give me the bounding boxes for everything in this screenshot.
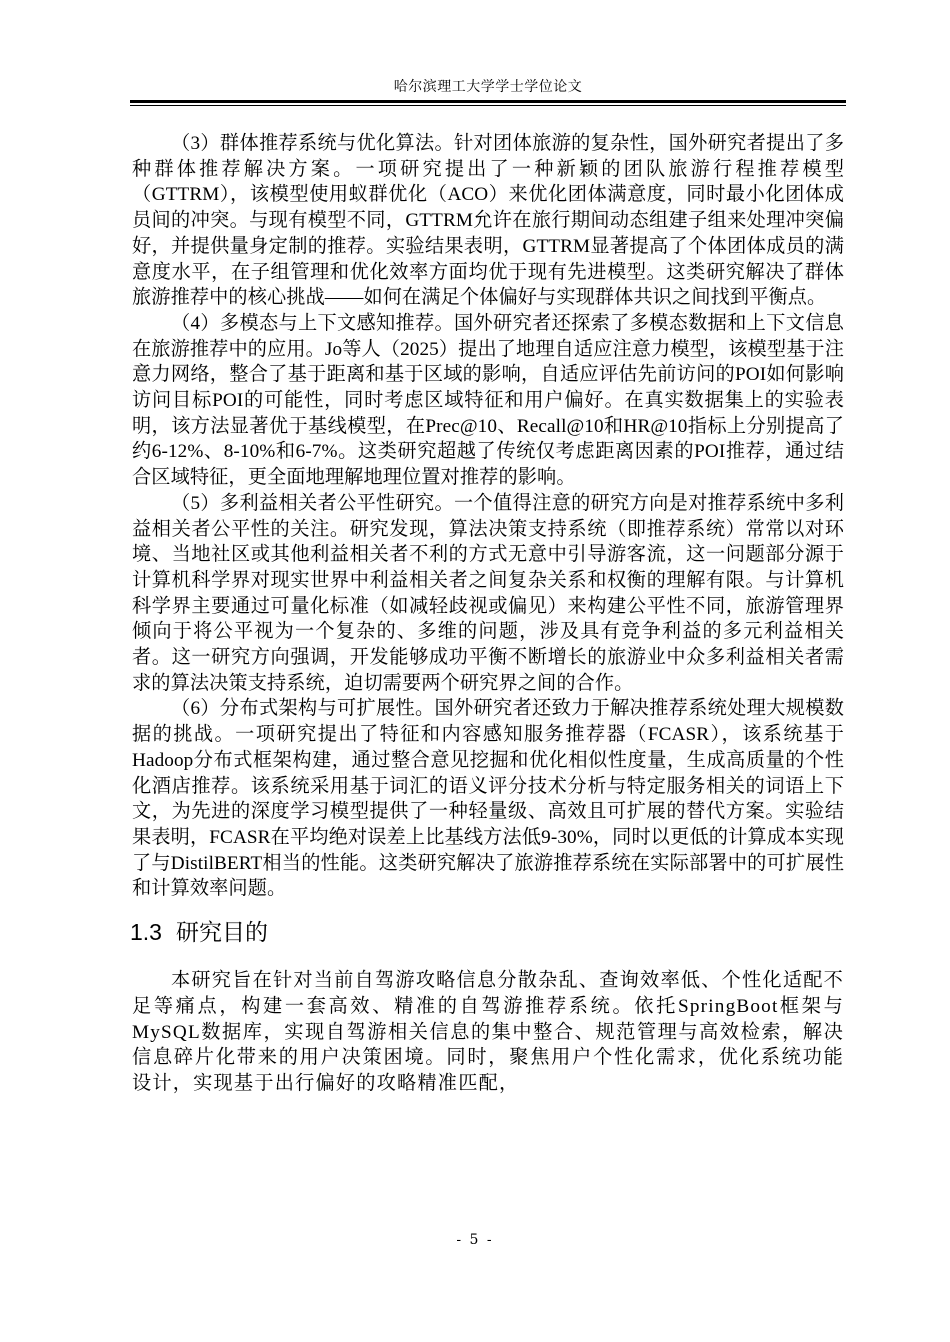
paragraph-multimodal-recommendation: （4）多模态与上下文感知推荐。国外研究者还探索了多模态数据和上下文信息在旅游推荐中的应用。Jo等人（2025）提出了地理自适应注意力模型，该模型基于注意力网络，整合了基于距离和基于区域的影响，自适应评估先前访问的POI如何影响访问目标POI的可能性，同时考虑区域特征和用户偏好。在真实数据集上的实验表明，该方法显著优于基线模型，在Prec@10、Recall@10和HR@10指标上分别提高了约6-12%、8-10%和6-7%。这类研究超越了传统仅考虑距离因素的POI推荐，通过结合区域特征，更全面地理解地理位置对推荐的影响。 (132, 312, 844, 489)
paragraph-stakeholder-fairness: （5）多利益相关者公平性研究。一个值得注意的研究方向是对推荐系统中多利益相关者公平性的关注。研究发现，算法决策支持系统（即推荐系统）常常以对环境、当地社区或其他利益相关者不利的方式无意中引导游客流，这一问题部分源于计算机科学界对现实世界中利益相关者之间复杂关系和权衡的理解有限。与计算机科学界主要通过可量化标准（如减轻歧视或偏见）来构建公平性不同，旅游管理界倾向于将公平视为一个复杂的、多维的问题，涉及具有竞争利益的多元利益相关者。这一研究方向强调，开发能够成功平衡不断增长的旅游业中众多利益相关者需求的算法决策支持系统，迫切需要两个研究界之间的合作。 (132, 492, 844, 694)
page-number: - 5 - (456, 1232, 494, 1248)
section-title: 研究目的 (175, 919, 268, 946)
section-heading (130, 912, 844, 952)
running-header: 哈尔滨理工大学学士学位论文 (393, 79, 583, 95)
header-rule-thick (130, 100, 846, 103)
section-spacing (132, 952, 844, 968)
header-rule-thin (130, 105, 846, 106)
section-number: 1.3 (130, 919, 162, 946)
page-body (132, 131, 844, 1097)
paragraph-distributed-architecture: （6）分布式架构与可扩展性。国外研究者还致力于解决推荐系统处理大规模数据的挑战。一项研究提出了特征和内容感知服务推荐器（FCASR），该系统基于Hadoop分布式框架构建，通过整合意见挖掘和优化相似性度量，生成高质量的个性化酒店推荐。该系统采用基于词汇的语义评分技术分析与特定服务相关的词语上下文，为先进的深度学习模型提供了一种轻量级、高效且可扩展的替代方案。实验结果表明，FCASR在平均绝对误差上比基线方法低9-30%，同时以更低的计算成本实现了与DistilBERT相当的性能。这类研究解决了旅游推荐系统在实际部署中的可扩展性和计算效率问题。 (132, 698, 844, 900)
paragraph-group-recommendation: （3）群体推荐系统与优化算法。针对团体旅游的复杂性，国外研究者提出了多种群体推荐解决方案。一项研究提出了一种新颖的团队旅游行程推荐模型（GTTRM），该模型使用蚁群优化（ACO）来优化团体满意度，同时最小化团体成员间的冲突。与现有模型不同，GTTRM允许在旅行期间动态组建子组来处理冲突偏好，并提供量身定制的推荐。实验结果表明，GTTRM显著提高了个体团体成员的满意度水平，在子组管理和优化效率方面均优于现有先进模型。这类研究解决了群体旅游推荐中的核心挑战——如何在满足个体偏好与实现群体共识之间找到平衡点。 (132, 133, 844, 309)
paragraph-research-purpose: 本研究旨在针对当前自驾游攻略信息分散杂乱、查询效率低、个性化适配不足等痛点，构建一套高效、精准的自驾游推荐系统。依托SpringBoot框架与MySQL数据库，实现自驾游相关信息的集中整合、规范管理与高效检索，解决信息碎片化带来的用户决策困境。同时，聚焦用户个性化需求，优化系统功能设计，实现基于出行偏好的攻略精准匹配， (132, 970, 844, 1094)
